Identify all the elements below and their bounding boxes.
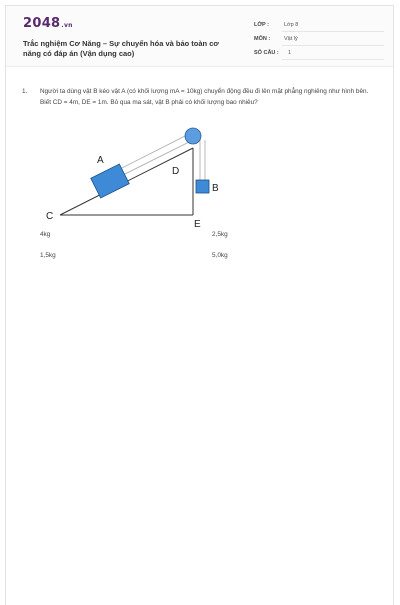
label-d: D: [172, 166, 180, 177]
answer-option-c[interactable]: 1,5kg: [40, 252, 56, 259]
worksheet-header: [6, 6, 393, 67]
meta-count-key: SỐ CÂU :: [254, 50, 279, 56]
block-b: [196, 180, 209, 193]
meta-class-key: LỚP :: [254, 22, 269, 28]
meta-subject: [254, 34, 384, 46]
inclined-plane-figure: [46, 136, 219, 230]
block-a: [91, 164, 129, 198]
meta-divider: [282, 59, 384, 60]
label-a: A: [97, 155, 104, 166]
answer-option-a[interactable]: 4kg: [40, 231, 51, 238]
meta-count: [254, 48, 384, 60]
site-logo[interactable]: [23, 16, 73, 31]
pulley: [185, 128, 201, 144]
label-b: B: [212, 183, 219, 194]
meta-count-value: 1: [288, 50, 292, 56]
label-e: E: [194, 219, 201, 230]
meta-subject-value: Vật lý: [284, 36, 298, 42]
question-text: Người ta dùng vật B kéo vật A (có khối lượng mA = 10kg) chuyển động đều đi lên mặt phẳng nghiêng như hình bên. Biết CD = 4m, DE = 1m. Bỏ qua ma sát, vật B phải có khối lượng bao nhiêu?: [40, 88, 369, 106]
meta-class: [254, 20, 384, 32]
meta-class-value: Lớp 8: [284, 22, 299, 28]
document-title: Trắc nghiệm Cơ Năng – Sự chuyển hóa và bảo toàn cơ năng có đáp án (Vận dụng cao): [23, 39, 219, 58]
meta-subject-key: MÔN :: [254, 36, 271, 42]
label-c: C: [46, 211, 54, 222]
meta-divider: [282, 45, 384, 46]
question-number: 1.: [22, 88, 28, 95]
worksheet: [5, 5, 394, 605]
answer-option-b[interactable]: 2,5kg: [212, 231, 228, 238]
answer-option-d[interactable]: 5,0kg: [212, 252, 228, 259]
logo-suffix: .vn: [61, 22, 73, 29]
logo-number: 2048: [23, 16, 61, 31]
meta-divider: [282, 31, 384, 32]
rope-upper: [118, 135, 187, 170]
